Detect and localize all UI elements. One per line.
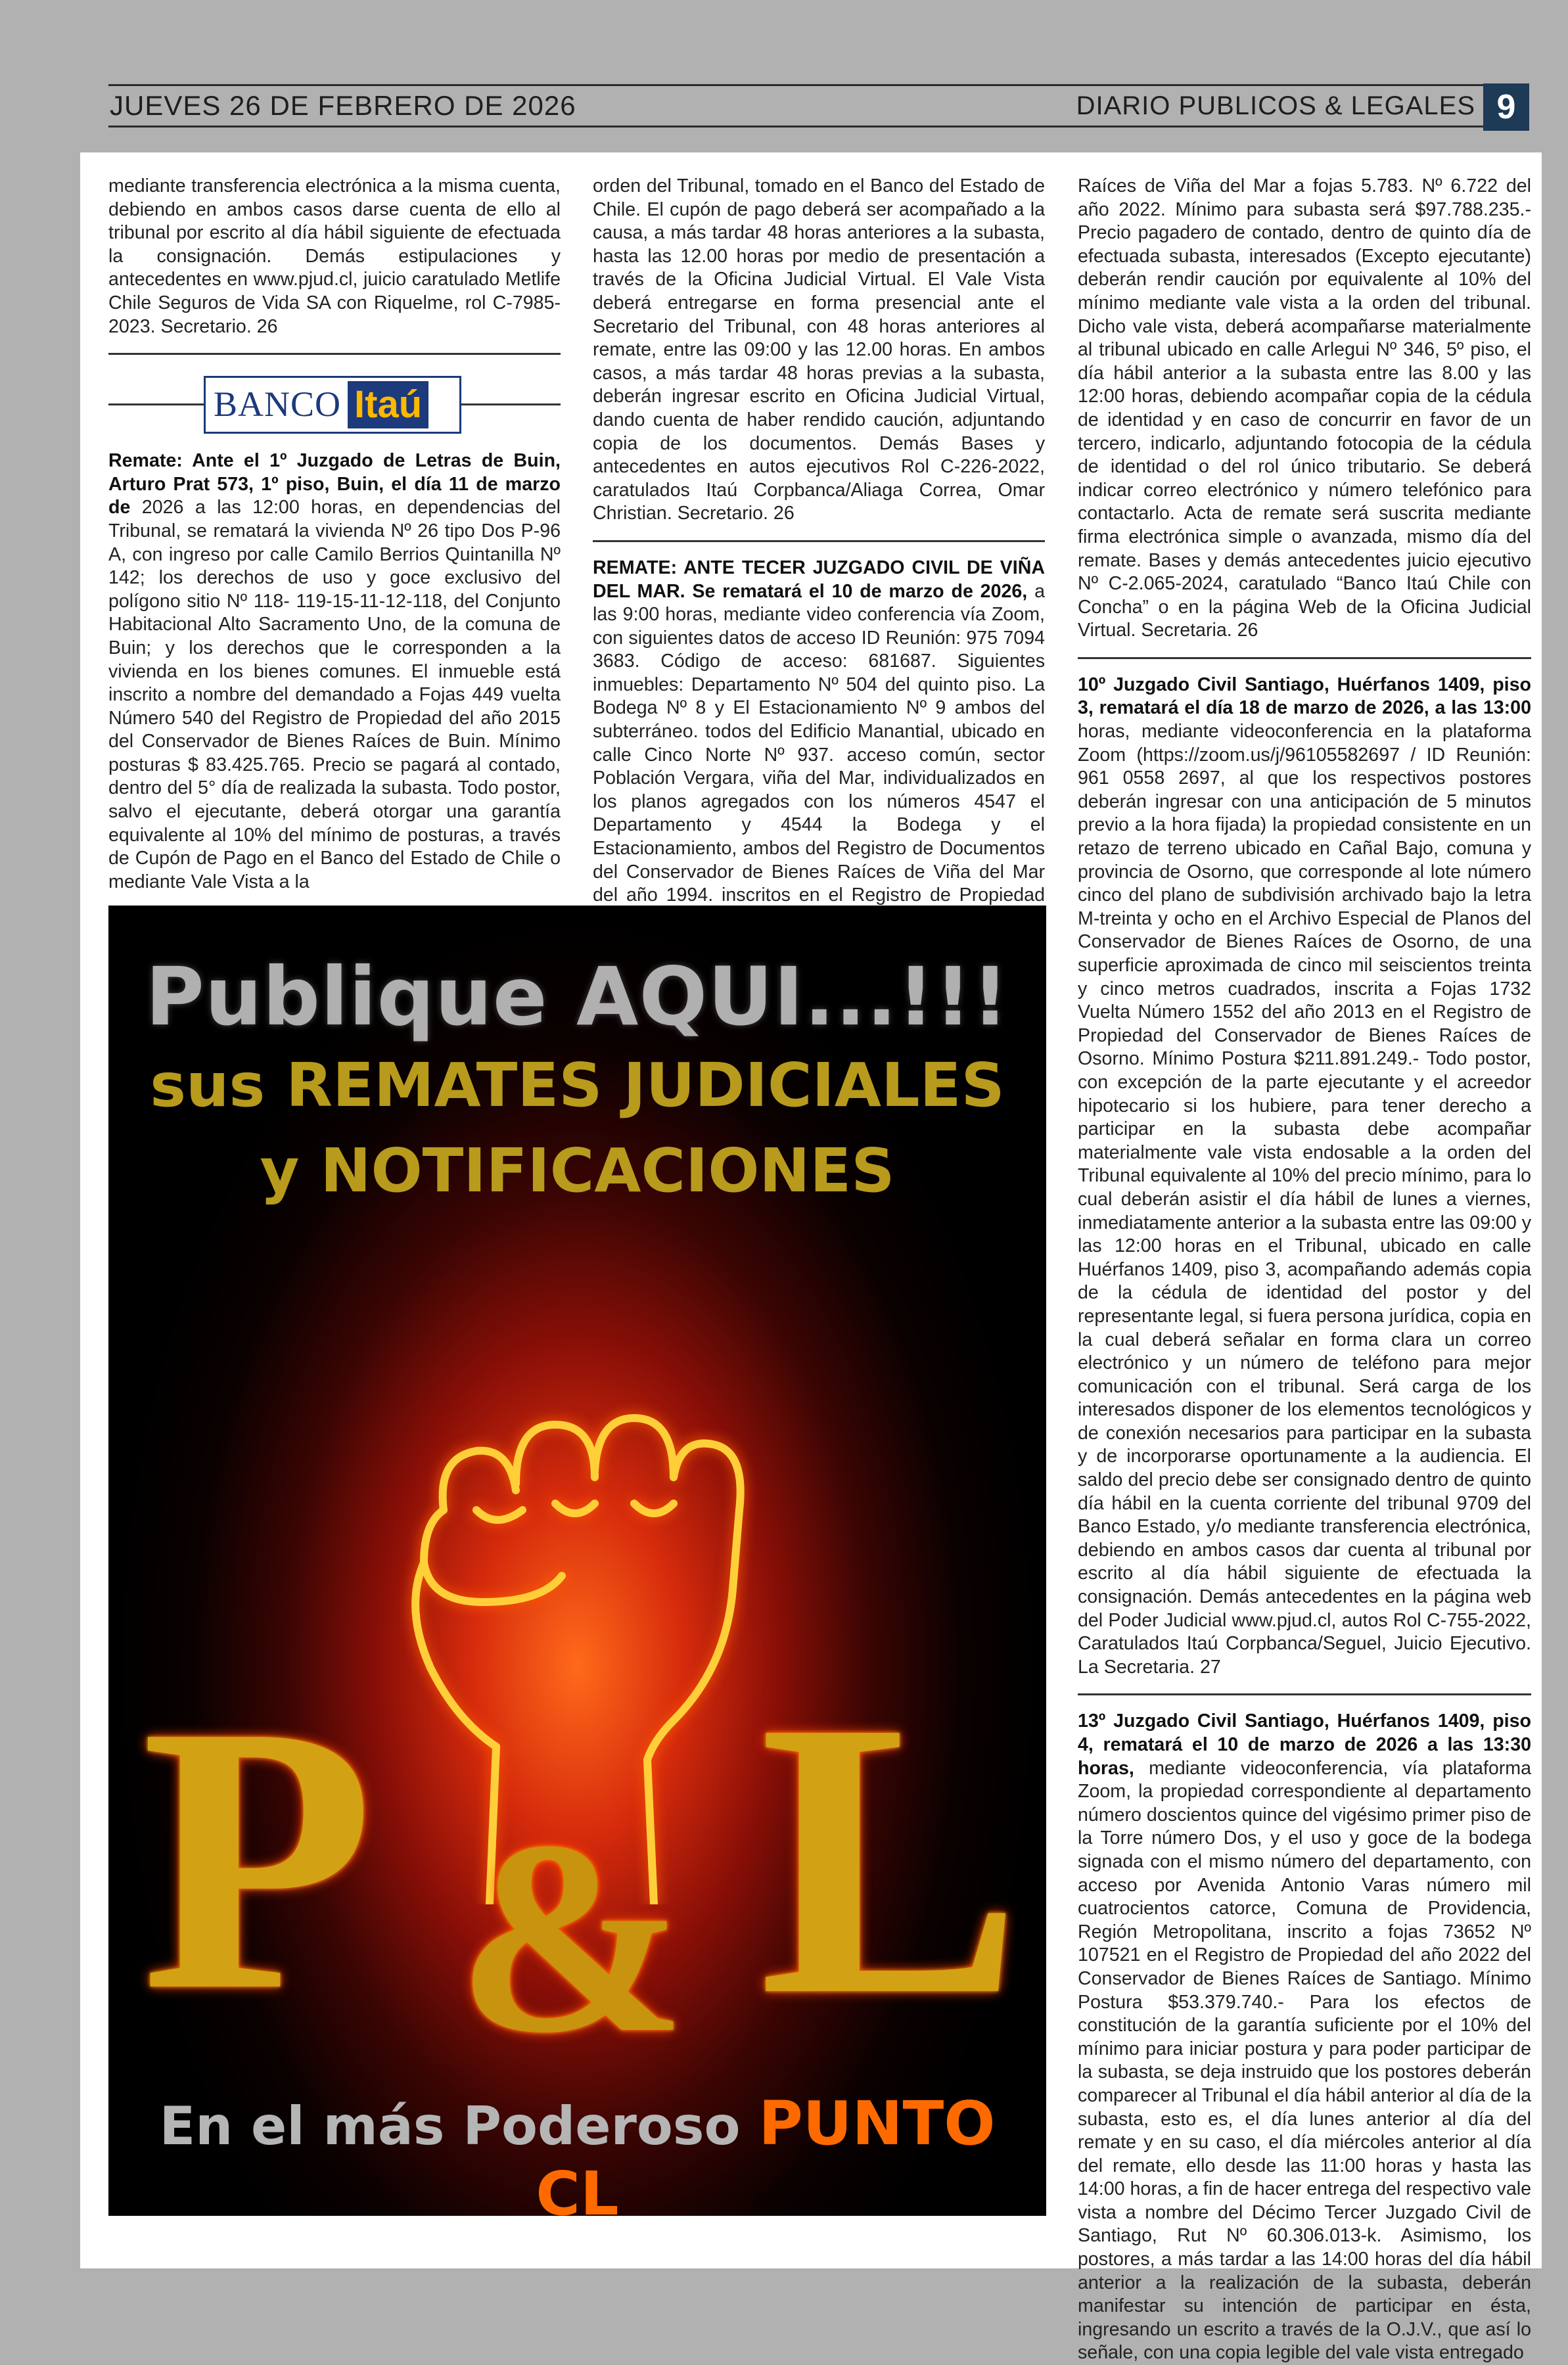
notice-continuation: orden del Tribunal, tomado en el Banco del Estado de Chile. El cupón de pago deberá ser acompañado a la causa, a más tardar 48 horas anteriores a la subasta, hasta las 12.00 horas por medio de presentación a través de la Oficina Judicial Virtual. El Vale Vista deberá entregarse en forma presencial ante el Secretario del Tribunal, con 48 horas anteriores al remate, entre las 09:00 y las 12.00 horas. En ambos casos, a más tardar 48 horas previas a la subasta, deberán ingresar escrito en Oficina Judicial Virtual, dando cuenta de haber rendido caución, adjuntando copia de los documentos. Demás Bases y antecedentes en autos ejecutivos Rol C-226-2022, caratulados Itaú Corpbanca/Aliaga Correa, Omar Christian. Secretario. 26 — [593, 175, 1045, 524]
divider — [593, 540, 1045, 542]
notice-vina — [593, 557, 1045, 931]
notice-heading: 10º Juzgado Civil Santiago, Huérfanos 1409, piso 3, rematará el día 18 de marzo de 2026, a las 13:00 — [1078, 674, 1531, 719]
logo-word: BANCO — [214, 384, 342, 425]
ad-letter-p: P — [141, 1647, 375, 2069]
logo-box — [204, 376, 461, 434]
divider — [1078, 657, 1531, 659]
notice-buin — [108, 449, 561, 894]
ad-tagline-prefix: En el más Poderoso — [159, 2096, 759, 2157]
publication-name: DIARIO PUBLICOS & LEGALES — [1076, 91, 1475, 120]
ad-tagline — [108, 2088, 1046, 2216]
notice-body: 2026 a las 12:00 horas, en dependencias del Tribunal, se rematará la vivienda Nº 26 tipo Dos P-96 A, con ingreso por calle Camilo Berrios Quintanilla Nº 142; los derechos de uso y goce exclusivo del polígono sitio Nº 118- 119-15-11-12-118, del Conjunto Habitacional Alto Sacramento Uno, de la comuna de Buin; y los derechos que le corresponden a la vivienda en los bienes comunes. El inmueble está inscrito a nombre del demandado a Fojas 449 vuelta Número 540 del Registro de Propiedad del año 2015 del Conservador de Bienes Raíces de Buin. Mínimo posturas $ 83.425.765. Precio se pagará al contado, dentro del 5° día de realizada la subasta. Todo postor, salvo el ejecutante, deberá otorgar una garantía equivalente al 10% del mínimo de posturas, a través de Cupón de Pago en el Banco del Estado de Chile o mediante Vale Vista a la — [108, 497, 561, 892]
ad-subheadline-2: y NOTIFICACIONES — [260, 1136, 895, 1206]
advertisement — [108, 906, 1046, 2216]
notice-ending: mediante transferencia electrónica a la misma cuenta, debiendo en ambos casos darse cuenta de ello al tribunal por escrito al día hábil siguiente de efectuada la consignación. Demás estipulaciones y antecedentes en www.pjud.cl, juicio caratulado Metlife Chile Seguros de Vida SA con Riquelme, rol C-7985-2023. Secretario. 26 — [108, 175, 561, 337]
column-1 — [108, 175, 561, 894]
divider — [108, 353, 561, 355]
notice-continuation: Raíces de Viña del Mar a fojas 5.783. Nº 6.722 del año 2022. Mínimo para subasta será $97.788.235.- Precio pagadero de contado, dentro de quinto día de efectuada subasta, interesados (Excepto ejecutante) deberán rendir caución por equivalente al 10% del mínimo mediante vale vista a la orden del tribunal. Dicho vale vista, deberá acompañarse materialmente al tribunal ubicado en calle Arlegui Nº 346, 5º piso, el día hábil anterior a la subasta entre las 8.00 y las 12:00 horas, debiendo acompañar copia de la cédula de identidad y en caso de concurrir en favor de un tercero, indicarlo, adjuntando fotocopia de la cédula de identidad o del rol único tributario. Se deberá indicar correo electrónico y número telefónico para contactarlo. Acta de remate será suscrita mediante firma electrónica simple o avanzada, mismo día del remate. Bases y demás antecedentes juicio ejecutivo Nº C-2.065-2024, caratulado “Banco Itaú Chile con Concha” o en la página Web de la Oficina Judicial Virtual. Secretaria. 26 — [1078, 175, 1531, 641]
ad-ampersand: & — [457, 1784, 687, 2090]
divider — [1078, 1693, 1531, 1695]
notice-10-juzgado — [1078, 674, 1531, 1680]
ad-letter-l: L — [759, 1640, 1023, 2077]
page-header — [108, 84, 1529, 127]
ad-tagline-highlight: PUNTO CL — [536, 2088, 996, 2216]
banco-itau-logo — [108, 369, 561, 439]
notice-body: mediante videoconferencia, vía plataforma Zoom, la propiedad correspondiente al departamento número doscientos quince del vigésimo primer piso de la Torre número Dos, y el uso y goce de la bodega signada con el mismo número del departamento, con acceso por Avenida Antonio Varas número mil cuatrocientos catorce, Comuna de Providencia, Región Metropolitana, inscrito a fojas 73652 Nº 107521 en el Registro de Propiedad del año 2022 del Conservador de Bienes Raíces de Santiago. Mínimo Postura $53.379.740.- Para los efectos de constitución de la garantía suficiente por el 10% del mínimo para iniciar postura y para poder participar de la subasta, se deja instruido que los postores deberán comparecer al Tribunal el día hábil anterior al día de la subasta, esto es, el día lunes anterior al día del remate y en su caso, el día miércoles anterior al día del remate, ello desde las 11:00 horas y hasta las 14:00 horas, a fin de hacer entrega del respectivo vale vista a nombre del Décimo Tercer Juzgado Civil de Santiago, Rut Nº 60.306.013-k. Asimismo, los postores, a más tardar a las 14:00 horas del día hábil anterior a la realización de la subasta, deberán manifestar su intención de participar en ésta, ingresando un escrito a través de la O.J.V., que así lo señale, con una copia legible del vale vista entregado — [1078, 1757, 1531, 2364]
notice-heading: 13º Juzgado Civil Santiago, Huérfanos 1409, piso 4, rematará el 10 de marzo de 2026 a las 13:30 horas, — [1078, 1711, 1531, 1779]
column-3 — [1078, 175, 1531, 2365]
ad-subheadline: sus REMATES JUDICIALES — [150, 1050, 1005, 1120]
notice-body: a las 9:00 horas, mediante video conferencia vía Zoom, con siguientes datos de acceso ID Reunión: 975 7094 3683. Código de acceso: 681687. Siguientes inmuebles: Departamento Nº 504 del quinto piso. La Bodega Nº 8 y El Estacionamiento Nº 9 ambos del subterráneo. todos del Edificio Manantial, ubicado en calle Cinco Norte Nº 937. acceso común, sector Población Vergara, viña del Mar, individualizados en los planos agregados con los números 4547 el Departamento y 4544 la Bodega y el Estacionamiento, ambos del Registro de Documentos del Conservador de Bienes Raíces de Viña del Mar del año 1994. inscritos en el Registro de Propiedad — [593, 580, 1045, 906]
logo-brand: Itaú — [348, 381, 428, 428]
notice-body: horas, mediante videoconferencia en la plataforma Zoom (https://zoom.us/j/96105582697 / ID Reunión: 961 0558 2697, al que los respectivos postores deberán ingresar con una anticipación de 5 minutos previo a la hora fijada) la propiedad consistente en un retazo de terreno ubicado en Cañal Bajo, comuna y provincia de Osorno, que corresponde al lote número cinco del plano de subdivisión archivado bajo la letra M-treinta y ocho en el Archivo Especial de Planos del Conservador de Bienes Raíces de Osorno, de una superficie aproximada de cinco mil seiscientos treinta y cinco metros cuadrados, inscrita a Fojas 1732 Vuelta Número 1552 del año 2013 en el Registro de Propiedad del Conservador de Bienes Raíces de Osorno. Mínimo Postura $211.891.249.- Todo postor, con excepción de la parte ejecutante y el acreedor hipotecario si los hubiere, para tener derecho a participar en la subasta debe acompañar materialmente vale vista endosable a la orden del Tribunal equivalente al 10% del precio mínimo, para lo cual deberán asistir el día hábil de lunes a viernes, inmediatamente anterior a la subasta entre las 09:00 y las 12:00 horas en el Tribunal, ubicado en calle Huérfanos 1409, piso 3, acompañando además copia de la cédula de identidad del postor y del representante legal, si fuera persona jurídica, copia en la cual deberá señalar en forma clara un correo electrónico y un número de teléfono para mejor comunicación con el tribunal. Será carga de los interesados disponer de los elementos tecnológicos y de conexión necesarios para participar en la subasta y de incorporarse oportunamente a la audiencia. El saldo del precio debe ser consignado dentro de quinto día hábil en la cuenta corriente del tribunal 9709 del Banco Estado, y/o mediante transferencia electrónica, debiendo en ambos casos dar cuenta al tribunal por escrito al día hábil siguiente de efectuada la consignación. Demás antecedentes en la página web del Poder Judicial www.pjud.cl, autos Rol C-755-2022, Caratulados Itaú Corpbanca/Seguel, Juicio Ejecutivo. La Secretaria. 27 — [1078, 721, 1531, 1678]
column-2 — [593, 175, 1045, 930]
issue-date: JUEVES 26 DE FEBRERO DE 2026 — [110, 90, 576, 121]
notice-13-juzgado — [1078, 1710, 1531, 2365]
notice-heading: REMATE: ANTE TECER JUZGADO CIVIL DE VIÑA DEL MAR. Se rematará el 10 de marzo de 2026, — [593, 557, 1045, 602]
ad-headline: Publique AQUI...!!! — [145, 950, 1009, 1044]
notice-heading: Remate: Ante el 1º Juzgado de Letras de Buin, Arturo Prat 573, 1º piso, Buin, el día 11 de marzo de — [108, 450, 561, 518]
page-number: 9 — [1483, 83, 1529, 131]
